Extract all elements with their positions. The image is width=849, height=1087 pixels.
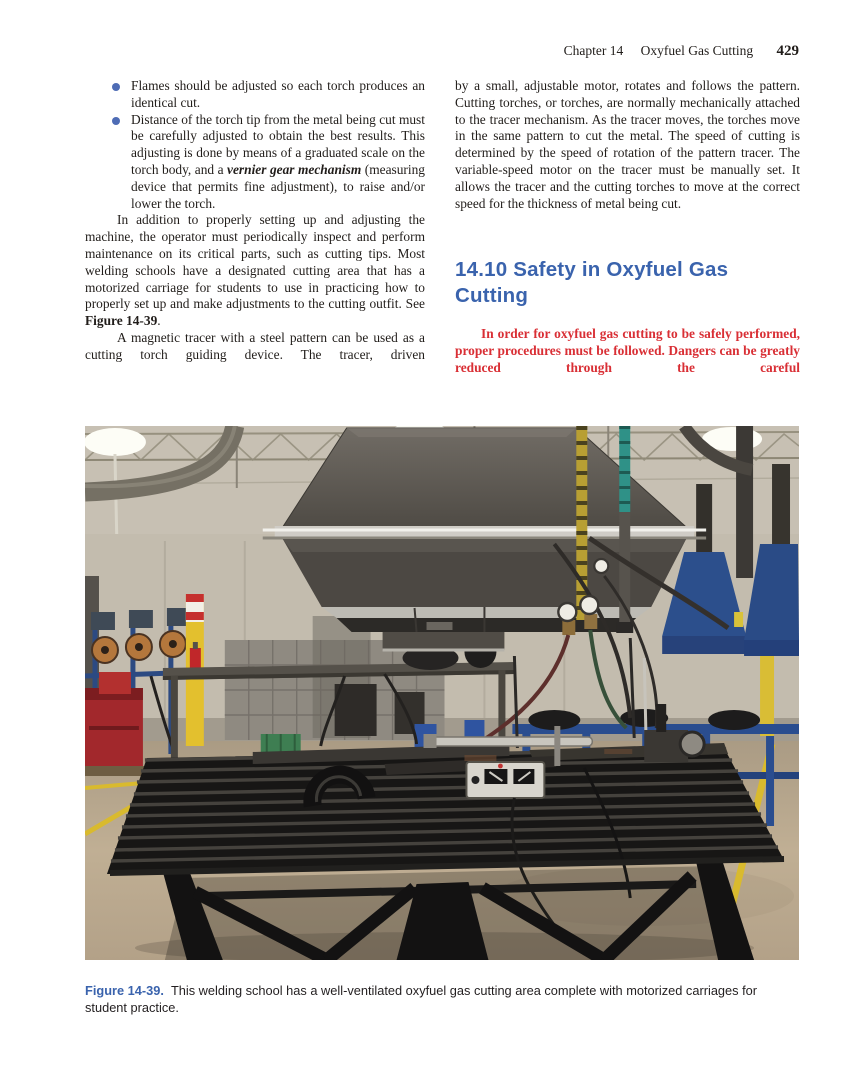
running-header [85, 42, 799, 60]
paragraph-rest: . [157, 313, 161, 329]
figure-photo [85, 426, 799, 960]
figure-caption [85, 982, 800, 1016]
left-column [85, 78, 425, 377]
bullet-icon [112, 83, 120, 91]
figure-caption-label: Figure 14-39. [85, 982, 164, 998]
text-columns [85, 78, 800, 377]
welding-shop-photo-illustration [85, 426, 799, 960]
page-number: 429 [776, 43, 799, 59]
figure-reference: Figure 14-39 [85, 313, 158, 329]
vernier-term: vernier gear mechanism [227, 161, 362, 177]
chapter-label: Chapter 14 [563, 43, 624, 58]
paragraph-setup [85, 212, 425, 330]
bullet-icon [112, 117, 120, 125]
figure-caption-text: This welding school has a well-ventilated oxyfuel gas cutting area complete with motorized carriages for student practice. [85, 982, 758, 1015]
paragraph-tracer: A magnetic tracer with a steel pattern can be used as a cutting torch guiding device. The tracer, driven [85, 329, 425, 362]
paragraph-tracer-continued: by a small, adjustable motor, rotates and follows the pattern. Cutting torches, or torches, are normally mechanically attached to the tracer mechanism. As the tracer moves, the torches move in the same pattern to cut the metal. The speed of cutting is determined by the speed of rotation of the pattern tracer. The variable-speed motor on the tracer must be manually set. It allows the tracer and the cutting torches to move at the correct speed for the thickness of metal being cut. [455, 78, 800, 211]
bullet-item-flames [85, 78, 425, 112]
safety-paragraph: In order for oxyfuel gas cutting to be safely performed, proper procedures must be followed. Dangers can be greatly reduced through the careful [455, 326, 800, 375]
paragraph-lead: In addition to properly setting up and adjusting the machine, the operator must periodically inspect and perform maintenance on its critical parts, such as cutting tips. Most welding schools have a designated cutting area that has a motorized carriage for students to use in practicing how to properly set up and make adjustments to the cutting outfit. See [85, 212, 425, 312]
bullet-item-distance [85, 112, 425, 213]
chapter-title: Oxyfuel Gas Cutting [640, 43, 754, 58]
bullet-list [85, 78, 425, 212]
bullet-text: Flames should be adjusted so each torch produces an identical cut. [131, 78, 425, 110]
section-heading: 14.10 Safety in Oxyfuel Gas Cutting [455, 258, 729, 308]
bullet-text-rest: (measuring device that permits fine adjustment), to raise and/or lower the torch. [131, 161, 425, 211]
right-column [455, 78, 800, 377]
bullet-text-lead: Distance of the torch tip from the metal being cut must be carefully adjusted to obtain the best results. This adjusting is done by means of a graduated scale on the torch body, and a [131, 111, 425, 177]
